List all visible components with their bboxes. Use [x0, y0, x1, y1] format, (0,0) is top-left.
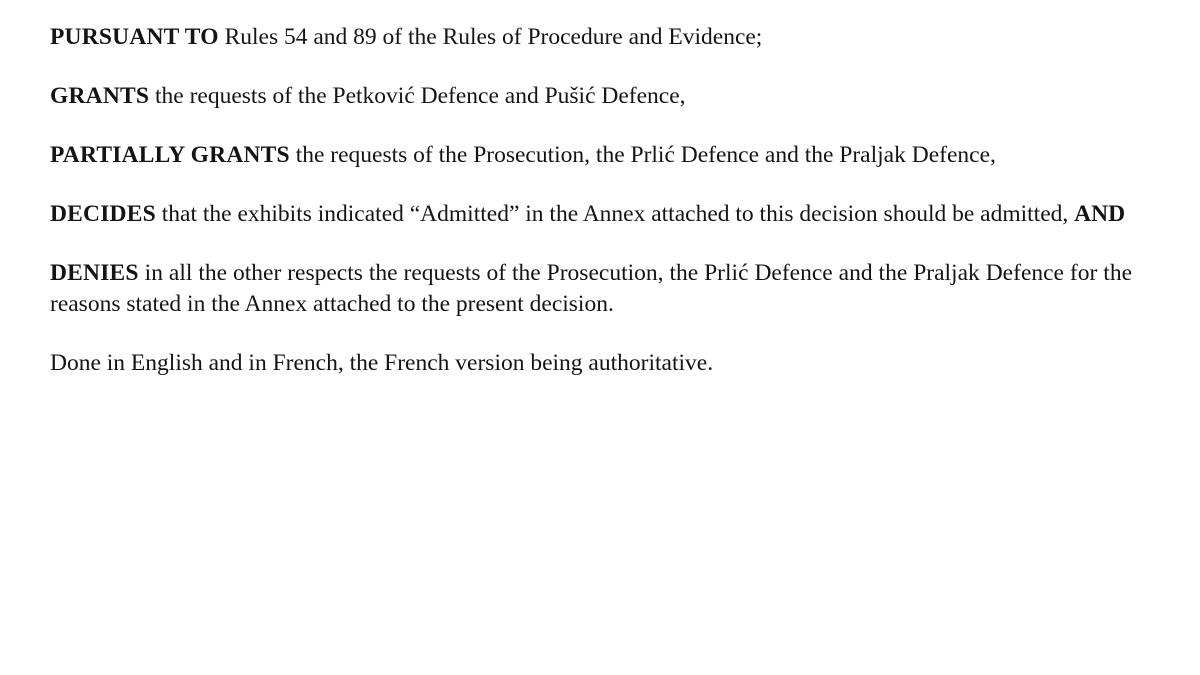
paragraph-body-text: that the exhibits indicated “Admitted” in the Annex attached to this decision should be admitted,: [155, 201, 1075, 228]
paragraph-pursuant-to: [50, 22, 1132, 53]
paragraph-lead-term: GRANTS: [50, 83, 150, 110]
paragraph-lead-term: PURSUANT TO: [50, 24, 219, 50]
paragraph-inline-bold-and: AND: [1074, 201, 1126, 228]
paragraph-body-text: the requests of the Petković Defence and Pušić Defence,: [149, 83, 686, 110]
paragraph-lead-term: PARTIALLY GRANTS: [50, 142, 290, 169]
paragraph-done-in-english: [50, 348, 1132, 379]
paragraph-decides: [50, 199, 1132, 230]
paragraph-body-text: the requests of the Prosecution, the Prlić Defence and the Praljak Defence,: [289, 142, 996, 169]
paragraph-lead-term: DENIES: [50, 260, 139, 287]
paragraph-lead-term: DECIDES: [50, 201, 156, 228]
paragraph-body-text: Rules 54 and 89 of the Rules of Procedure and Evidence;: [218, 24, 763, 50]
paragraph-denies: [50, 258, 1132, 320]
paragraph-body-text: Done in English and in French, the French version being authoritative.: [50, 350, 714, 377]
paragraph-partially-grants: [50, 140, 1132, 171]
paragraph-body-text: in all the other respects the requests of the Prosecution, the Prlić Defence and the Praljak Defence for the reasons stated in the Annex attached to the present decision.: [50, 260, 1132, 318]
paragraph-grants: [50, 81, 1132, 112]
page-bottom-margin: [50, 407, 1132, 467]
